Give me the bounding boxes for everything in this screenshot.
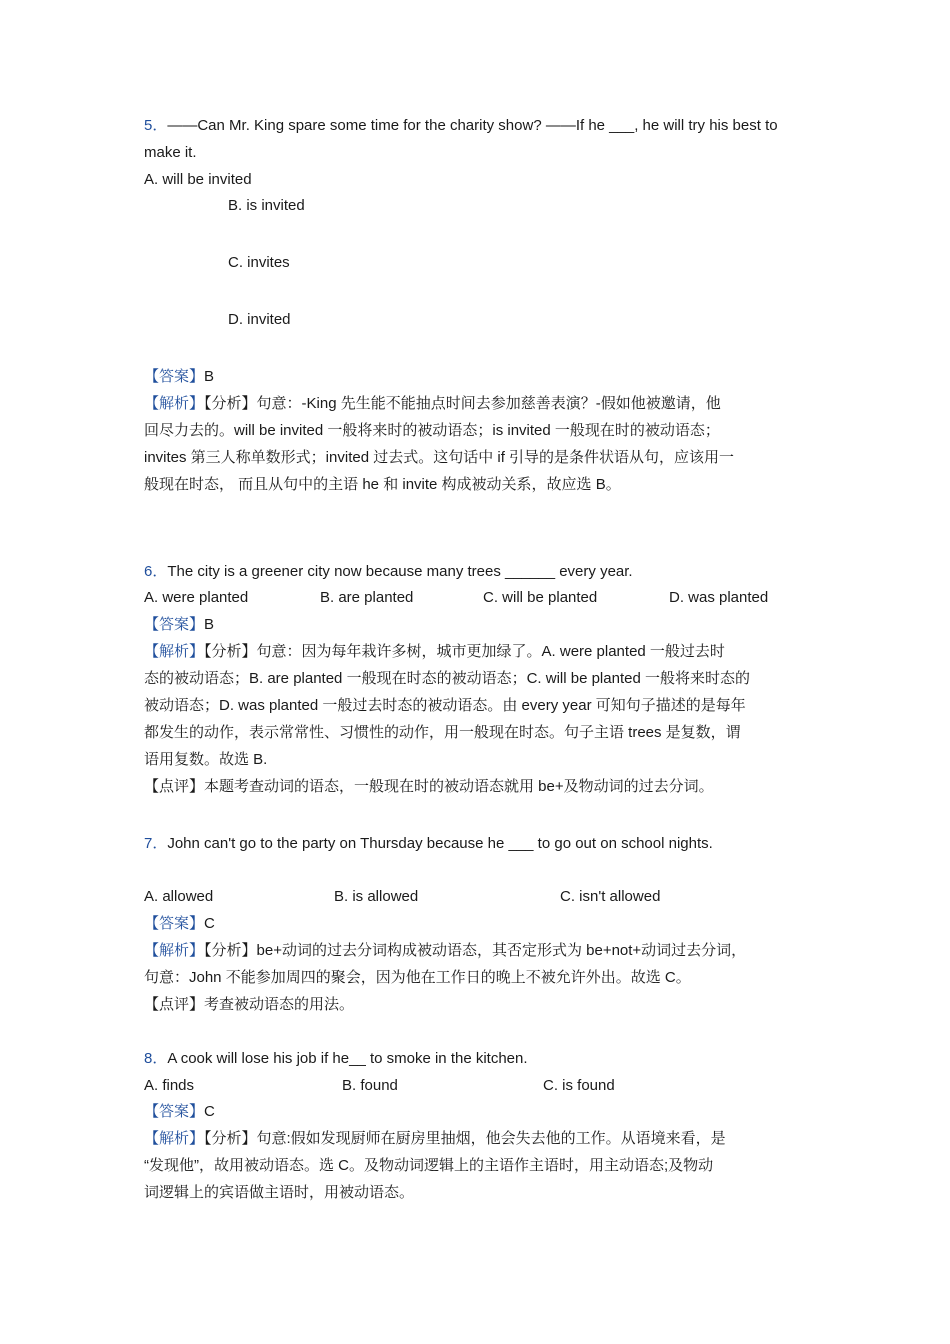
q5-analysis-text-1: 【分析】句意：-King 先生能不能抽点时间去参加慈善表演？-假如他被邀请，他 xyxy=(204,395,721,412)
q7-option-a: A. allowed xyxy=(144,888,214,905)
q7-answer xyxy=(144,914,215,934)
q8-analysis-tag: 【解析】 xyxy=(144,1130,205,1147)
q6-stem-text: The city is a greener city now because many trees ______ every year. xyxy=(167,563,633,580)
q7-analysis-line1 xyxy=(144,941,746,961)
q5-stem-line1 xyxy=(144,116,778,136)
q5-stem-line2: make it. xyxy=(144,144,197,161)
q5-option-c: C. invites xyxy=(228,254,290,271)
q7-stem-text: John can't go to the party on Thursday because he ___ to go out on school nights. xyxy=(167,835,713,852)
q7-number: 7． xyxy=(144,835,168,852)
q6-answer xyxy=(144,615,214,635)
q6-comment: 【点评】本题考查动词的语态，一般现在时的被动语态就用 be+及物动词的过去分词。 xyxy=(144,778,714,795)
q8-option-a: A. finds xyxy=(144,1077,195,1094)
q7-comment: 【点评】考查被动语态的用法。 xyxy=(144,996,355,1013)
q8-stem-text: A cook will lose his job if he__ to smoke in the kitchen. xyxy=(167,1050,528,1067)
q7-option-c: C. isn't allowed xyxy=(560,888,661,905)
q6-answer-tag: 【答案】 xyxy=(144,616,205,633)
q6-option-c: C. will be planted xyxy=(483,589,598,606)
q6-analysis-tag: 【解析】 xyxy=(144,643,205,660)
q8-answer xyxy=(144,1102,215,1122)
q8-number: 8． xyxy=(144,1050,168,1067)
q7-option-b: B. is allowed xyxy=(334,888,419,905)
q5-analysis-line3: invites 第三人称单数形式；invited 过去式。这句话中 if 引导的是条件状语从句，应该用一 xyxy=(144,449,735,466)
q6-option-b: B. are planted xyxy=(320,589,414,606)
q7-analysis-line2: 句意：John 不能参加周四的聚会，因为他在工作日的晚上不被允许外出。故选 C。 xyxy=(144,969,691,986)
q8-option-b: B. found xyxy=(342,1077,398,1094)
q6-analysis-line4: 都发生的动作，表示常常性、习惯性的动作，用一般现在时态。句子主语 trees 是复数，谓 xyxy=(144,724,741,741)
q8-analysis-line3: 词逻辑上的宾语做主语时，用被动语态。 xyxy=(144,1184,415,1201)
q8-analysis-line1 xyxy=(144,1129,726,1149)
q5-analysis-line1 xyxy=(144,394,721,414)
q7-stem xyxy=(144,834,713,854)
q6-stem xyxy=(144,562,633,582)
q6-option-d: D. was planted xyxy=(669,589,769,606)
q5-stem-text: ——Can Mr. King spare some time for the charity show? ——If he ___, he will try his best to xyxy=(167,117,778,134)
q5-option-d: D. invited xyxy=(228,311,291,328)
q7-answer-value: C xyxy=(204,915,215,932)
q5-answer-tag: 【答案】 xyxy=(144,368,205,385)
q5-analysis-line4: 般现在时态， 而且从句中的主语 he 和 invite 构成被动关系，故应选 B。 xyxy=(144,476,621,493)
q8-analysis-text-1: 【分析】句意:假如发现厨师在厨房里抽烟，他会失去他的工作。从语境来看，是 xyxy=(204,1130,726,1147)
q6-analysis-line2: 态的被动语态；B. are planted 一般现在时态的被动语态；C. will be planted 一般将来时态的 xyxy=(144,670,750,687)
q6-analysis-text-1: 【分析】句意：因为每年栽许多树，城市更加绿了。A. were planted 一般过去时 xyxy=(204,643,725,660)
q8-option-c: C. is found xyxy=(543,1077,615,1094)
q6-analysis-line3: 被动语态；D. was planted 一般过去时态的被动语态。由 every year 可知句子描述的是每年 xyxy=(144,697,746,714)
q7-analysis-text-1: 【分析】be+动词的过去分词构成被动语态，其否定形式为 be+not+动词过去分词， xyxy=(204,942,747,959)
q8-stem xyxy=(144,1049,528,1069)
q7-analysis-tag: 【解析】 xyxy=(144,942,205,959)
q8-answer-tag: 【答案】 xyxy=(144,1103,205,1120)
q6-answer-value: B xyxy=(204,616,215,633)
q5-option-a: A. will be invited xyxy=(144,171,252,188)
q6-number: 6． xyxy=(144,563,168,580)
q5-answer-value: B xyxy=(204,368,215,385)
q6-analysis-line1 xyxy=(144,642,725,662)
q8-analysis-line2: “发现他”，故用被动语态。选 C。及物动词逻辑上的主语作主语时，用主动语态;及物动 xyxy=(144,1157,714,1174)
q5-answer xyxy=(144,367,214,387)
q5-number: 5． xyxy=(144,117,168,134)
q5-option-b: B. is invited xyxy=(228,197,305,214)
q5-analysis-tag: 【解析】 xyxy=(144,395,205,412)
q6-option-a: A. were planted xyxy=(144,589,249,606)
q8-answer-value: C xyxy=(204,1103,215,1120)
q7-answer-tag: 【答案】 xyxy=(144,915,205,932)
q6-analysis-line5: 语用复数。故选 B. xyxy=(144,751,268,768)
q5-analysis-line2: 回尽力去的。will be invited 一般将来时的被动语态；is invited 一般现在时的被动语态； xyxy=(144,422,720,439)
